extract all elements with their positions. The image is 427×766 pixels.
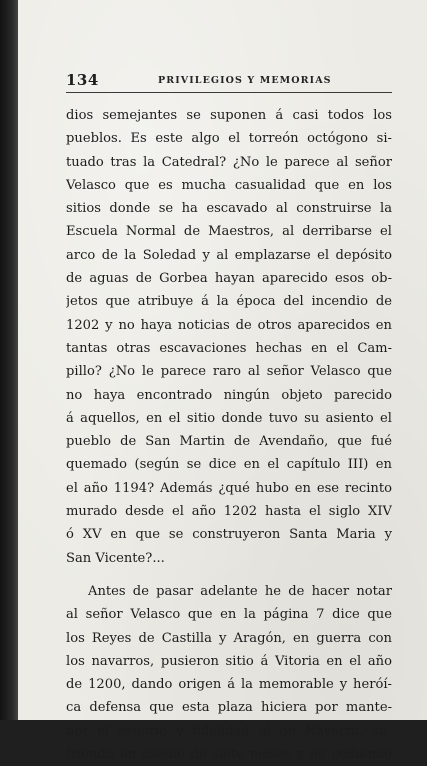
- text-line: el año 1194? Además ¿qué hubo en ese recinto: [66, 480, 392, 496]
- text-line: tuado tras la Catedral? ¿No le parece al señor: [66, 154, 392, 170]
- text-line: ca defensa que esta plaza hiciera por mante-: [66, 700, 392, 716]
- paragraph-1: [66, 104, 392, 570]
- text-line: San Vicente?...: [66, 550, 165, 566]
- text-line: quemado (según se dice en el capítulo III) en: [66, 457, 392, 473]
- text-line: pueblo de San Martin de Avendaño, que fué: [66, 434, 392, 450]
- text-line: pillo? ¿No le parece raro al señor Velasco que: [66, 364, 392, 380]
- running-title: PRIVILEGIOS Y MEMORIAS: [158, 75, 332, 86]
- text-line: sitios donde se ha escavado al construirse la: [66, 201, 392, 217]
- text-line: á aquellos, en el sitio donde tuvo su asiento el: [66, 410, 392, 426]
- page-header: [66, 70, 392, 90]
- text-line: de 1200, dando origen á la memorable y heróí-: [66, 677, 392, 693]
- page-number: 134: [66, 71, 99, 89]
- body-text: [66, 104, 392, 766]
- header-rule: [66, 92, 392, 93]
- text-line: los navarros, pusieron sitio á Vitoria en el año: [66, 653, 392, 669]
- text-line: dios semejantes se suponen á casi todos los: [66, 108, 392, 123]
- text-line: murado desde el año 1202 hasta el siglo XIV: [66, 504, 392, 520]
- text-line: no haya encontrado ningún objeto parecido: [66, 387, 392, 403]
- text-line: Antes de pasar adelante he de hacer notar: [88, 583, 392, 599]
- text-line: friendo un asedio de siete meses y no cediendo: [66, 747, 392, 763]
- text-line: de aguas de Gorbea hayan aparecido esos ob-: [66, 271, 392, 287]
- paragraph-2: [66, 580, 392, 766]
- text-line: jetos que atribuye á la época del incendio de: [66, 294, 392, 310]
- text-line: ó XV en que se construyeron Santa Maria y: [66, 527, 392, 543]
- text-line: Velasco que es mucha casualidad que en los: [66, 177, 392, 193]
- text-line: ner el señorío y fidelidad al de Navarra, su-: [66, 723, 392, 739]
- text-line: 1202 y no haya noticias de otros aparecidos en: [66, 317, 392, 333]
- text-line: arco de la Soledad y al emplazarse el depósito: [66, 247, 392, 263]
- text-line: los Reyes de Castilla y Aragón, en guerra con: [66, 630, 392, 646]
- book-gutter-shadow: [0, 0, 18, 720]
- text-line: tantas otras escavaciones hechas en el Cam-: [66, 340, 392, 356]
- text-line: al señor Velasco que en la página 7 dice que: [66, 607, 392, 623]
- text-line: pueblos. Es este algo el torreón octógono si-: [66, 131, 392, 147]
- paragraph-gap: [66, 570, 392, 580]
- text-line: Escuela Normal de Maestros, al derribarse el: [66, 224, 392, 240]
